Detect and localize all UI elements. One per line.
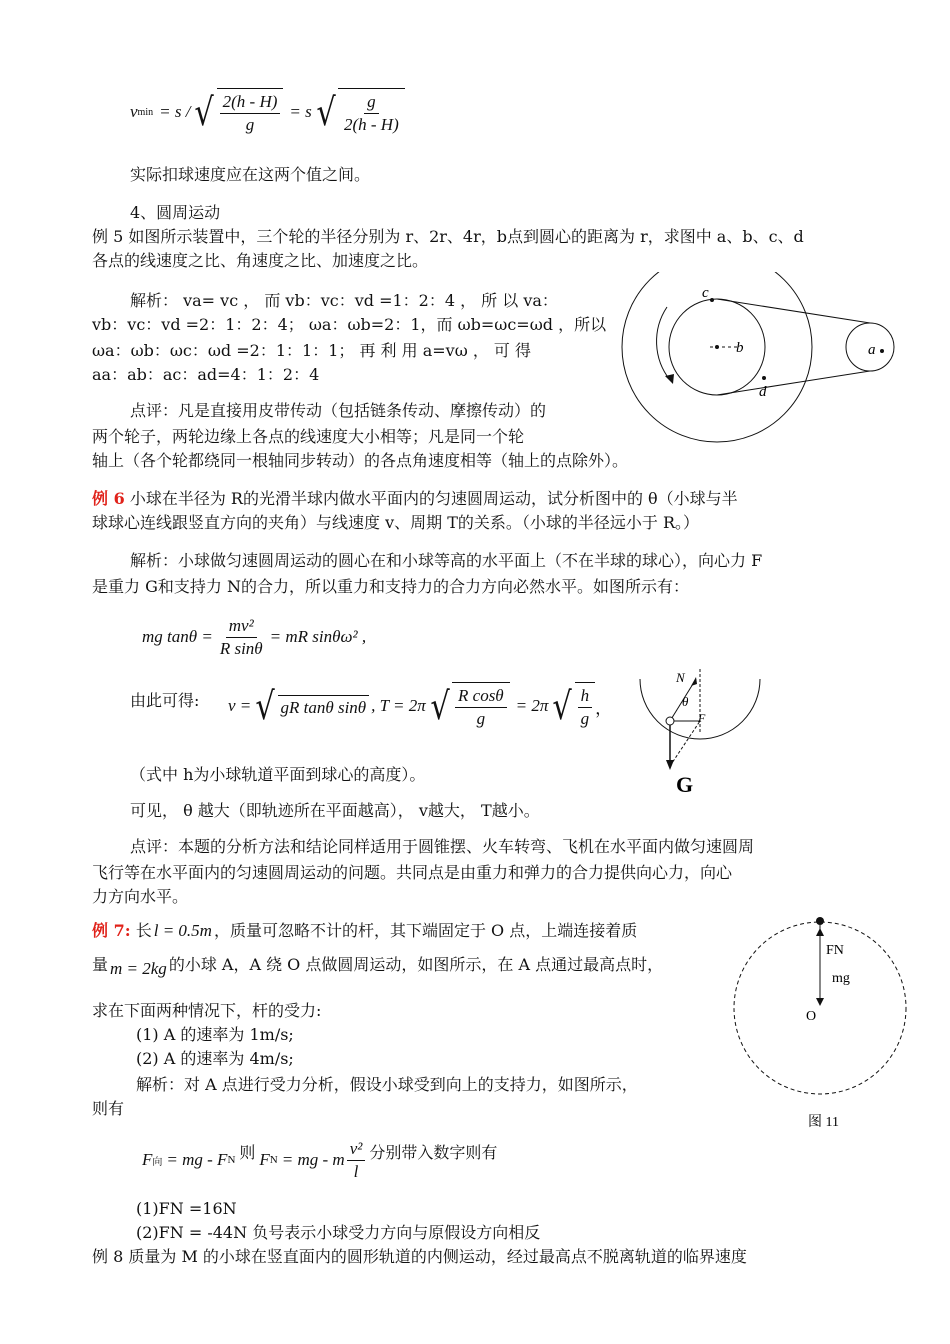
label-N: N: [676, 670, 685, 685]
rod-circle-diagram: [728, 908, 918, 1138]
ex6-answer-line1: 解析：小球做匀速圆周运动的圆心在和小球等高的水平面上（不在半球的球心），向心力 F: [130, 551, 763, 570]
belt-lower: [717, 371, 870, 395]
large-wheel: [622, 272, 812, 442]
point-d-dot: [762, 376, 766, 380]
actual-speed-line: 实际扣球速度应在这两个值之间。: [130, 165, 371, 184]
label-mg: mg: [832, 971, 850, 986]
ex5-question-line1: 例 5 如图所示装置中，三个轮的半径分别为 r、2r、4r，b点到圆心的距离为 r，求图中 a、b、c、d: [92, 227, 804, 246]
ex7-question-line3: 求在下面两种情况下，杆的受力:: [92, 1001, 322, 1020]
ball: [666, 717, 674, 725]
ex7-question-line2: 量 m = 2kg 的小球 A，A 绕 O 点做圆周运动，如图所示，在 A 点通过最高点时，: [92, 955, 664, 978]
ex5-answer-line1: 解析： va= vc ， 而 vb：vc：vd =1：2：4 ， 所 以 va：: [130, 291, 558, 310]
ex5-answer-line4: aa：ab：ac：ad=4：1：2：4: [92, 365, 320, 384]
formula-vmin: v min = s / √ $\frac{2(h - H)}{g}$ = s √ $\frac{g}{2(h - H)}$: [130, 82, 405, 142]
ex6-note: （式中 h为小球轨道平面到球心的高度）。: [130, 765, 426, 784]
ex7-item2: (2) A 的速率为 4m/s;: [136, 1049, 294, 1068]
ex6-formula-2: v = √ gR tanθ sinθ , T = 2π √ $\frac{\text{R cosθ}}{g}$ = 2π √ $\frac{h}{g}$ ，: [228, 684, 613, 728]
ex5-comment-line3: 轴上（各个轮都绕同一根轴同步转动）的各点角速度相等（轴上的点除外）。: [92, 451, 629, 470]
ex7-result2: (2)FN = -44N 负号表示小球受力方向与原假设方向相反: [136, 1223, 541, 1242]
ex7-answer-line2: 则有: [92, 1099, 125, 1118]
center-dot: [715, 345, 719, 349]
pulley-diagram: [612, 272, 912, 462]
ex7-label: 例 7:: [92, 921, 131, 940]
ex6-comment-line1: 点评：本题的分析方法和结论同样适用于圆锥摆、火车转弯、飞机在水平面内做匀速圆周: [130, 837, 755, 856]
fn-arrowhead: [816, 928, 824, 936]
ex5-comment-line2: 两个轮子，两轮边缘上各点的线速度大小相等；凡是同一个轮: [92, 427, 525, 446]
formula-v: v: [130, 102, 138, 121]
ex6-comment-line3: 力方向水平。: [92, 887, 189, 906]
label-c: c: [702, 285, 709, 301]
ex6-comment-line2: 飞行等在水平面内的匀速圆周运动的问题。共同点是由重力和弹力的合力提供向心力，向心: [92, 863, 733, 882]
hemisphere-diagram: [630, 664, 770, 804]
rotation-arrow: [657, 307, 670, 380]
mg-arrowhead: [816, 998, 824, 1006]
ex6-derive-label: 由此可得:: [130, 691, 200, 710]
dashed-diagonal: [670, 721, 700, 766]
label-F: F: [698, 711, 706, 725]
label-b: b: [736, 340, 744, 356]
label-theta: θ: [682, 694, 689, 709]
ex5-comment-line1: 点评：凡是直接用皮带传动（包括链条传动、摩擦传动）的: [130, 401, 547, 420]
label-d: d: [759, 384, 767, 400]
ex8-question-line1: 例 8 质量为 M 的小球在竖直面内的圆形轨道的内侧运动，经过最高点不脱离轨道的临界速度: [92, 1247, 747, 1266]
ex6-formula-1: mg tanθ = $\frac{\text{mv²}}{\text{R sinθ}}$ = mR sinθω² ,: [142, 615, 367, 658]
ex6-question-line2: 球球心连线跟竖直方向的夹角）与线速度 v、周期 T的关系。（小球的半径远小于 R。）: [92, 513, 700, 532]
point-a-dot: [880, 349, 884, 353]
ex6-label: 例 6: [92, 489, 125, 508]
ball-A: [816, 917, 824, 925]
ex5-answer-line2: vb：vc：vd =2：1：2：4； ωa：ωb=2：1，而 ωb=ωc=ωd ，所以: [92, 315, 607, 334]
ex7-formula: F 向 = mg - F N 则 F N = mg - m $\frac{\text{v²}}{l}$ 分别带入数字则有: [142, 1138, 498, 1181]
section-heading-circular-motion: 4、圆周运动: [130, 203, 221, 222]
ex7-answer-line1: 解析：对 A 点进行受力分析，假设小球受到向上的支持力，如图所示，: [136, 1075, 638, 1094]
label-a: a: [868, 342, 876, 358]
label-G: G: [676, 772, 694, 797]
point-c-dot: [710, 298, 714, 302]
ex7-result1: (1)FN =16N: [136, 1199, 237, 1218]
ex6-question-line1: 例 6 小球在半径为 R的光滑半球内做水平面内的匀速圆周运动，试分析图中的 θ（小球与半: [92, 489, 738, 508]
ex6-answer-line2: 是重力 G和支持力 N的合力，所以重力和支持力的合力方向必然水平。如图所示有：: [92, 577, 689, 596]
ex7-question-line1: 例 7: 长 l = 0.5m ，质量可忽略不计的杆，其下端固定于 O 点，上端连接着质: [92, 918, 637, 944]
ex5-answer-line3: ωa：ωb：ωc：ωd =2：1：1：1； 再 利 用 a=vω ， 可 得: [92, 341, 532, 360]
ex5-question-line2: 各点的线速度之比、角速度之比、加速度之比。: [92, 251, 429, 270]
label-O: O: [806, 1009, 817, 1024]
normal-arrowhead: [691, 677, 697, 686]
ex6-conclusion: 可见， θ 越大（即轨迹所在平面越高）， v越大， T越小。: [130, 801, 540, 820]
belt-upper: [717, 299, 870, 323]
figure-caption: 图 11: [808, 1115, 839, 1130]
label-FN: FN: [826, 943, 844, 958]
ex7-item1: (1) A 的速率为 1m/s;: [136, 1025, 294, 1044]
